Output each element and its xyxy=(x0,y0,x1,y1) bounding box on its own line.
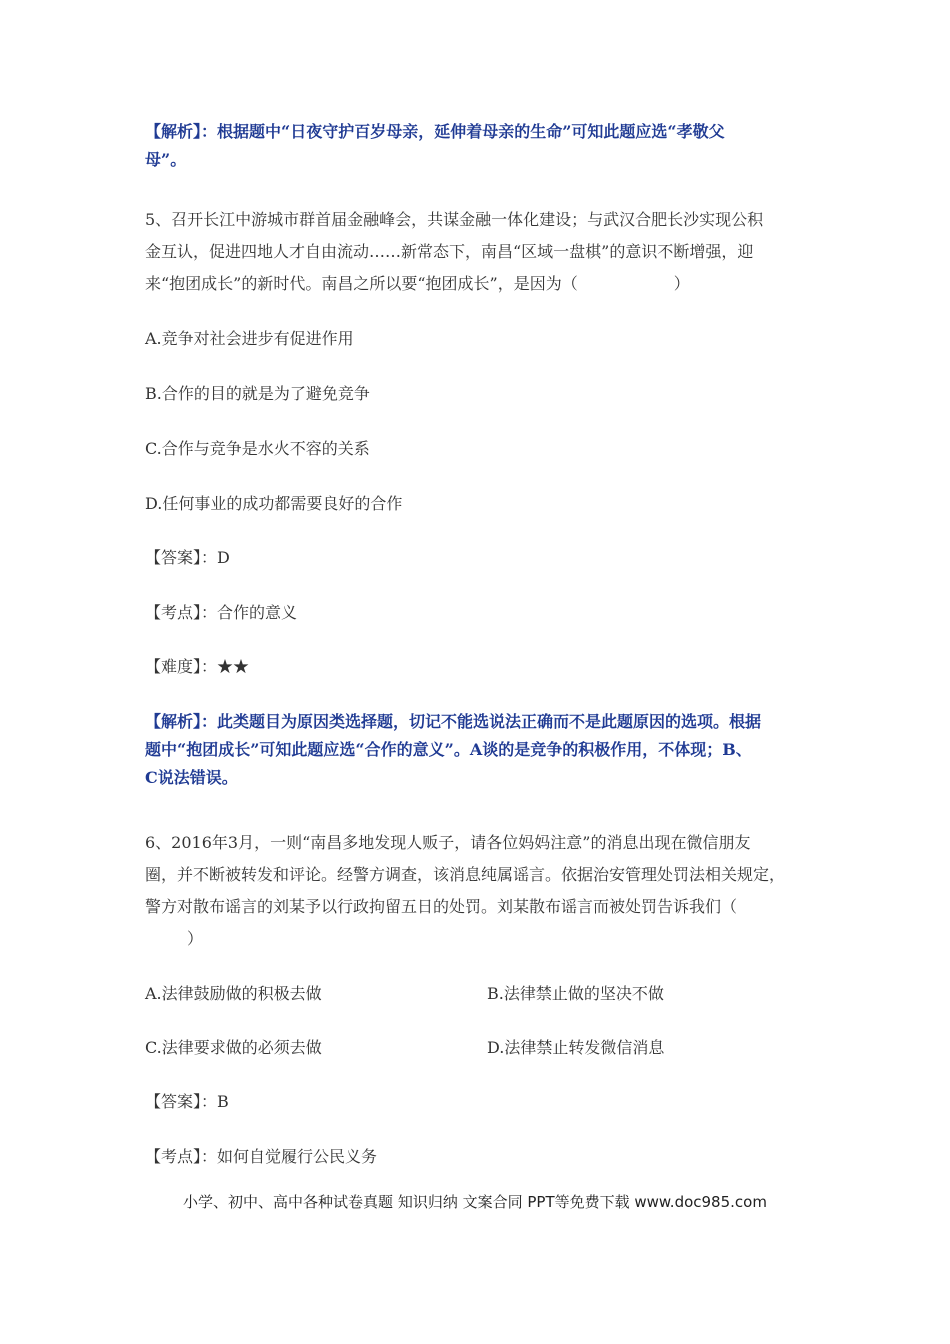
q5-analysis-label: 【解析】： xyxy=(145,712,218,731)
q5-stem-line1: 5、召开长江中游城市群首届金融峰会，共谋金融一体化建设；与武汉合肥长沙实现公积 xyxy=(145,210,764,229)
q6-option-c: C.法律要求做的必须去做 xyxy=(145,1038,322,1057)
q5-answer-value: D xyxy=(217,548,230,567)
q5-point-value: 合作的意义 xyxy=(217,603,298,622)
q5-answer xyxy=(145,546,230,570)
q6-answer-value: B xyxy=(217,1092,229,1111)
q6-stem-line4: ） xyxy=(187,929,204,948)
q5-point xyxy=(145,601,297,625)
q5-stem-line3: 来“抱团成长”的新时代。南昌之所以要“抱团成长”，是因为（ ） xyxy=(145,274,690,293)
q6-point-value: 如何自觉履行公民义务 xyxy=(217,1147,378,1166)
q5-option-c: C.合作与竞争是水火不容的关系 xyxy=(145,439,370,458)
q6-answer xyxy=(145,1090,229,1114)
q5-analysis-line2: 题中“抱团成长”可知此题应选“合作的意义”。A谈的是竞争的积极作用，不体现；B、 xyxy=(145,740,752,759)
q5-point-label: 【考点】： xyxy=(145,603,218,622)
q5-analysis-line3: C说法错误。 xyxy=(145,768,238,787)
q5-analysis xyxy=(145,708,815,792)
q6-stem-line2: 圈，并不断被转发和评论。经警方调查，该消息纯属谣言。依据治安管理处罚法相关规定， xyxy=(145,865,786,884)
q5-answer-label: 【答案】： xyxy=(145,548,218,567)
q5-stem xyxy=(145,206,815,298)
q6-option-a: A.法律鼓励做的积极去做 xyxy=(145,984,322,1003)
q6-stem-line3: 警方对散布谣言的刘某予以行政拘留五日的处罚。刘某散布谣言而被处罚告诉我们（ xyxy=(145,897,738,916)
q4-analysis-line2: 母”。 xyxy=(145,150,187,169)
q5-option-d: D.任何事业的成功都需要良好的合作 xyxy=(145,494,403,513)
q4-analysis xyxy=(145,118,815,174)
q6-point xyxy=(145,1145,377,1169)
q4-analysis-label: 【解析】： xyxy=(145,122,218,141)
q5-option-b: B.合作的目的就是为了避免竞争 xyxy=(145,384,370,403)
q6-point-label: 【考点】： xyxy=(145,1147,218,1166)
q5-stem-line2: 金互认，促进四地人才自由流动……新常态下，南昌“区域一盘棋”的意识不断增强，迎 xyxy=(145,242,754,261)
q4-analysis-line1: 根据题中“日夜守护百岁母亲，延伸着母亲的生命”可知此题应选“孝敬父 xyxy=(217,122,725,141)
q5-difficulty xyxy=(145,655,249,679)
q5-analysis-line1: 此类题目为原因类选择题，切记不能选说法正确而不是此题原因的选项。根据 xyxy=(217,712,762,731)
q6-option-b: B.法律禁止做的坚决不做 xyxy=(487,984,664,1003)
q6-option-d: D.法律禁止转发微信消息 xyxy=(487,1038,665,1057)
q5-difficulty-stars: ★★ xyxy=(217,657,250,676)
q5-difficulty-label: 【难度】： xyxy=(145,657,218,676)
q6-stem xyxy=(145,829,815,953)
q6-answer-label: 【答案】： xyxy=(145,1092,218,1111)
footer-text: 小学、初中、高中各种试卷真题 知识归纳 文案合同 PPT等免费下载 www.doc985.com xyxy=(183,1193,767,1211)
q5-option-a: A.竞争对社会进步有促进作用 xyxy=(145,329,354,348)
q6-stem-line1: 6、2016年3月，一则“南昌多地发现人贩子，请各位妈妈注意”的消息出现在微信朋友 xyxy=(145,833,751,852)
